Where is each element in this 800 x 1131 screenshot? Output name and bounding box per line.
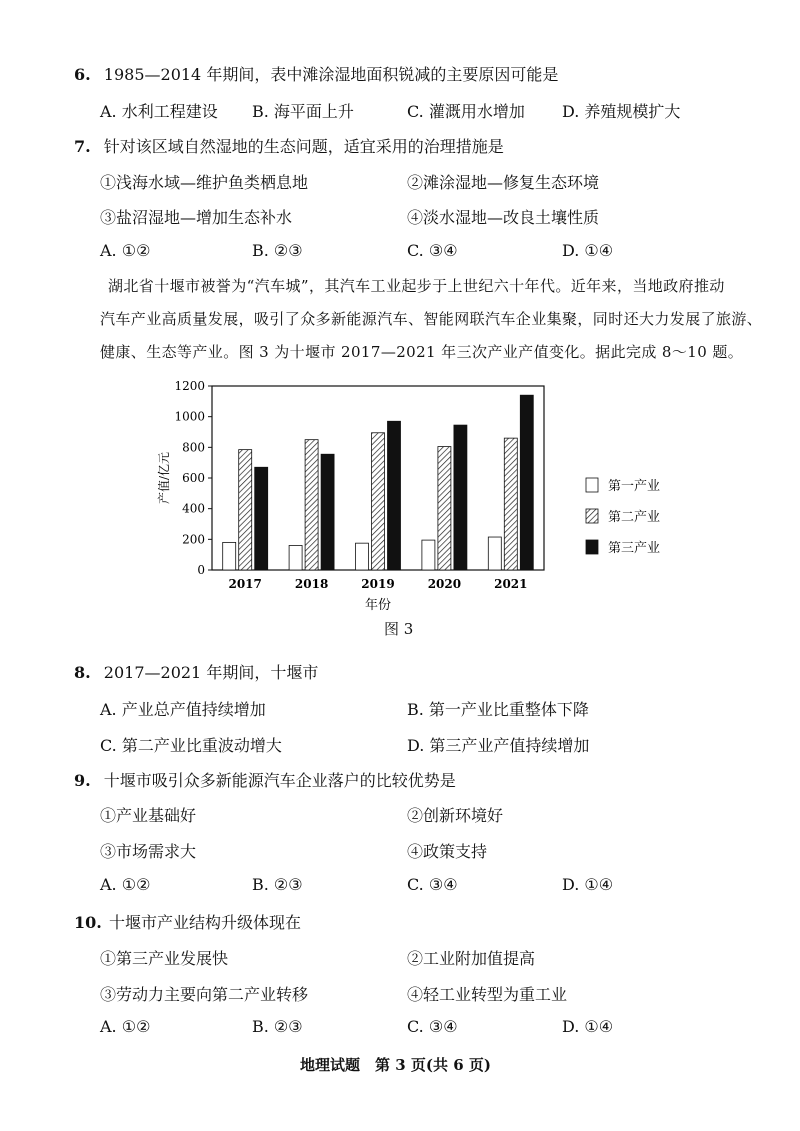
bar-3	[255, 467, 268, 570]
legend-swatch	[586, 509, 598, 523]
legend-label: 第三产业	[608, 541, 661, 556]
x-tick-label: 2018	[294, 577, 329, 591]
statement-2: ②创新环境好	[407, 806, 504, 825]
passage-line: 湖北省十堰市被誉为“汽车城”，其汽车工业起步于上世纪六十年代。近年来，当地政府推动	[108, 277, 725, 295]
option-a: A. 水利工程建设	[100, 102, 218, 121]
bar-2	[372, 433, 385, 570]
question-stem: 2017—2021 年期间，十堰市	[103, 663, 319, 682]
bar-2	[438, 447, 451, 570]
option-b: B. 海平面上升	[252, 102, 354, 121]
x-tick-label: 2019	[361, 577, 395, 591]
bar-1	[356, 543, 369, 570]
option-c: C. ③④	[407, 1017, 458, 1036]
y-tick-label: 0	[197, 563, 205, 577]
legend-label: 第二产业	[608, 510, 661, 525]
option-d: D. 养殖规模扩大	[562, 102, 681, 121]
bar-2	[305, 440, 318, 570]
option-a: A. ①②	[100, 1017, 151, 1036]
statement-4: ④轻工业转型为重工业	[407, 985, 568, 1004]
bar-1	[289, 545, 302, 570]
question-8	[74, 660, 318, 683]
question-9	[74, 768, 456, 791]
question-number: 7.	[74, 137, 91, 156]
x-tick-label: 2020	[427, 577, 462, 591]
legend-label: 第一产业	[608, 479, 661, 494]
option-c: C. ③④	[407, 241, 458, 260]
y-tick-label: 200	[182, 532, 205, 547]
y-tick-label: 1200	[174, 379, 205, 393]
bar-3	[454, 425, 467, 570]
statement-2: ②工业附加值提高	[407, 949, 536, 968]
y-tick-label: 1000	[174, 409, 205, 424]
bar-1	[422, 540, 435, 570]
bar-2	[239, 450, 252, 570]
y-axis-label: 产值/亿元	[157, 451, 171, 505]
question-stem: 1985—2014 年期间，表中滩涂湿地面积锐减的主要原因可能是	[103, 65, 559, 84]
statement-2: ②滩涂湿地—修复生态环境	[407, 173, 600, 192]
question-6	[74, 62, 558, 85]
legend-swatch	[586, 540, 598, 554]
bar-3	[520, 395, 533, 570]
x-tick-label: 2021	[494, 577, 528, 591]
statement-1: ①产业基础好	[100, 806, 197, 825]
statement-3: ③盐沼湿地—增加生态补水	[100, 208, 293, 227]
x-axis-label: 年份	[364, 598, 392, 613]
bar-2	[504, 438, 517, 570]
option-d: D. ①④	[562, 241, 614, 260]
bar-1	[488, 537, 501, 570]
option-a: A. ①②	[100, 875, 151, 894]
option-d: D. ①④	[562, 1017, 614, 1036]
figure-caption: 图 3	[384, 620, 414, 638]
question-stem: 针对该区域自然湿地的生态问题，适宜采用的治理措施是	[103, 137, 504, 156]
option-a: A. ①②	[100, 241, 151, 260]
statement-4: ④政策支持	[407, 842, 488, 861]
bar-3	[388, 421, 401, 570]
y-tick-label: 800	[182, 440, 205, 455]
option-d: D. ①④	[562, 875, 614, 894]
question-stem: 十堰市产业结构升级体现在	[108, 913, 301, 932]
question-number: 8.	[74, 663, 91, 682]
option-c: C. ③④	[407, 875, 458, 894]
legend-swatch	[586, 478, 598, 492]
statement-1: ①浅海水域—维护鱼类栖息地	[100, 173, 309, 192]
option-b: B. ②③	[252, 1017, 303, 1036]
option-b: B. 第一产业比重整体下降	[407, 700, 589, 719]
option-b: B. ②③	[252, 875, 303, 894]
statement-3: ③市场需求大	[100, 842, 197, 861]
question-stem: 十堰市吸引众多新能源汽车企业落户的比较优势是	[103, 771, 456, 790]
option-d: D. 第三产业产值持续增加	[407, 736, 590, 755]
y-tick-label: 600	[182, 471, 205, 485]
question-number: 10.	[74, 913, 102, 932]
bar-3	[321, 454, 334, 570]
option-c: C. 第二产业比重波动增大	[100, 736, 282, 755]
bar-chart	[150, 372, 700, 617]
y-tick-label: 400	[182, 501, 205, 516]
passage-line: 汽车产业高质量发展，吸引了众多新能源汽车、智能网联汽车企业集聚，同时还大力发展了旅游、	[100, 310, 763, 328]
statement-4: ④淡水湿地—改良土壤性质	[407, 208, 600, 227]
passage	[100, 270, 762, 369]
bar-1	[223, 542, 236, 570]
x-tick-label: 2017	[228, 577, 262, 591]
question-number: 9.	[74, 771, 91, 790]
question-number: 6.	[74, 65, 91, 84]
question-7	[74, 134, 504, 157]
passage-line: 健康、生态等产业。图 3 为十堰市 2017—2021 年三次产业产值变化。据此完成 8～10 题。	[100, 343, 744, 361]
statement-1: ①第三产业发展快	[100, 949, 229, 968]
question-10	[74, 910, 301, 933]
option-a: A. 产业总产值持续增加	[100, 700, 266, 719]
statement-3: ③劳动力主要向第二产业转移	[100, 985, 309, 1004]
option-b: B. ②③	[252, 241, 303, 260]
page-footer: 地理试题 第 3 页(共 6 页)	[300, 1056, 491, 1074]
option-c: C. 灌溉用水增加	[407, 102, 525, 121]
